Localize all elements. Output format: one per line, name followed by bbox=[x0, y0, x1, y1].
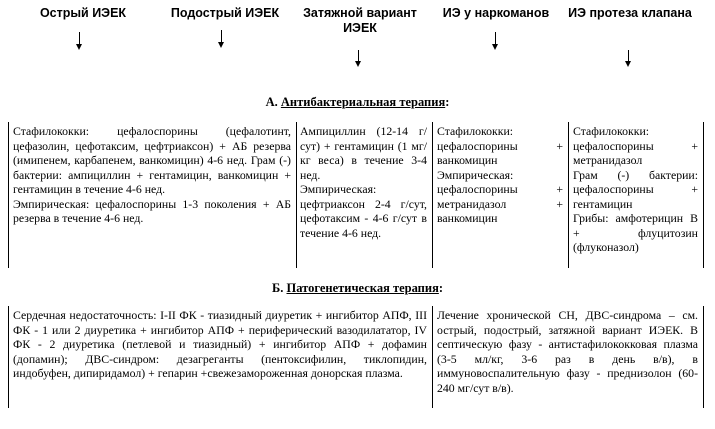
section-b-cell-acute-subacute-protracted bbox=[13, 308, 427, 381]
header-protracted-label: Затяжной вариант ИЭЕК bbox=[303, 6, 417, 35]
cell-paragraph: Сердечная недостаточность: I-II ФК - тиазидный диуретик + ингибитор АПФ, III ФК - 1 или 2 диуретика + ингибитор АПФ + периферический вазодилататор, IV ФК - 2 диуретика (петлевой и тиазидный) + ингибитор АПФ + дофамин (допамин); ДВС-синдром: дезагреганты (пентоксифилин, тиклопидин, индобуфен, дипиридамол) + гепарин +свежезамороженная донорская плазма. bbox=[13, 308, 427, 380]
section-a-cell-drug-users bbox=[437, 124, 563, 226]
arrow-down-icon bbox=[495, 32, 496, 45]
cell-paragraph: Стафилококки: цефалоспорины + метранидазол bbox=[573, 124, 698, 167]
section-a-cell-acute-subacute bbox=[13, 124, 291, 226]
header-subacute-label: Подострый ИЭЕК bbox=[170, 6, 280, 20]
section-a-title bbox=[0, 95, 715, 110]
header-prosthetic-valve-label: ИЭ протеза клапана bbox=[568, 6, 692, 20]
section-b-title bbox=[0, 281, 715, 296]
cell-paragraph: Стафилококки: цефалоспорины + ванкомицин bbox=[437, 124, 563, 167]
header-acute-label: Острый ИЭЕК bbox=[39, 6, 127, 20]
header-drug-users bbox=[430, 6, 562, 21]
cell-paragraph: Грибы: амфотерицин В + флуцитозин (флуконазол) bbox=[573, 211, 698, 254]
section-b-cell-drug-users-prosthetic bbox=[437, 308, 698, 395]
arrow-down-icon bbox=[358, 50, 359, 62]
arrow-down-icon bbox=[221, 30, 222, 43]
column-divider bbox=[296, 122, 297, 268]
column-divider bbox=[8, 306, 9, 408]
section-b-prefix: Б. bbox=[271, 281, 287, 295]
column-divider bbox=[8, 122, 9, 268]
section-b-heading: Патогенетическая терапия bbox=[286, 281, 439, 295]
column-divider bbox=[703, 122, 704, 268]
cell-paragraph: Грам (-) бактерии: цефалоспорины + гентамицин bbox=[573, 167, 698, 211]
header-protracted bbox=[296, 6, 424, 36]
section-a-cell-protracted bbox=[300, 124, 427, 240]
cell-paragraph: Лечение хронической СН, ДВС-синдрома – см. острый, подострый, затяжной вариант ИЭЕК. В септическую фазу - антистафилококковая плазма (3-5 мл/кг, 3-6 раз в день в/в), в иммуновоспалительную фазу - преднизолон (60-240 мг/сут в/в). bbox=[437, 308, 698, 395]
section-a-heading: Антибактериальная терапия bbox=[280, 95, 446, 109]
column-divider bbox=[703, 306, 704, 408]
section-b-suffix: : bbox=[438, 281, 444, 295]
column-divider bbox=[432, 306, 433, 408]
header-subacute bbox=[158, 6, 292, 21]
arrow-down-icon bbox=[79, 32, 80, 45]
section-a-cell-prosthetic-valve bbox=[573, 124, 698, 255]
section-a-prefix: А. bbox=[265, 95, 281, 109]
header-acute bbox=[18, 6, 148, 21]
column-divider bbox=[568, 122, 569, 268]
cell-paragraph: Ампициллин (12-14 г/сут) + гентамицин (1 мг/кг веса) в течение 3-4 нед. bbox=[300, 124, 427, 182]
arrow-down-icon bbox=[628, 50, 629, 62]
section-a-suffix: : bbox=[445, 95, 450, 109]
cell-paragraph: Эмпирическая: цефалоспорины 1-3 поколения + АБ резерва в течение 4-6 нед. bbox=[13, 196, 291, 225]
cell-paragraph: Эмпирическая: цефтриаксон 2-4 г/сут, цефотаксим - 4-6 г/сут в течение 4-6 нед. bbox=[300, 182, 427, 240]
column-divider bbox=[432, 122, 433, 268]
header-drug-users-label: ИЭ у наркоманов bbox=[442, 6, 550, 20]
header-prosthetic-valve bbox=[566, 6, 694, 21]
cell-paragraph: Стафилококки: цефалоспорины (цефалотинт, цефазолин, цефотаксим, цефтриаксон) + АБ резерва (имипенем, карбапенем, ванкомицин) 4-6 нед. Грам (-) бактерии: ампициллин + гентамицин, ванкомицин + гентамицин в течение 4-6 нед. bbox=[13, 124, 291, 196]
cell-paragraph: Эмпирическая: цефалоспорины + метранидазол + ванкомицин bbox=[437, 167, 563, 225]
